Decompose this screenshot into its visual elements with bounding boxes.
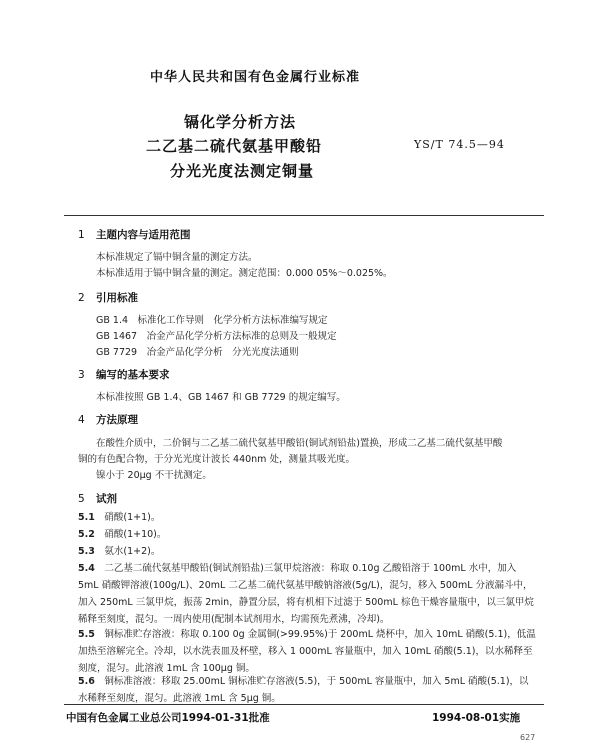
title-line-3: 分光光度法测定铜量 [170,162,315,180]
clause-5-5 [78,626,538,677]
clause-5-6 [78,673,538,707]
title-line-2: 二乙基二硫代氨基甲酸铅 [146,137,323,155]
section-4-title: 方法原理 [96,414,138,426]
clause-5-2 [78,526,538,543]
section-4-number: 4 [78,414,85,426]
section-2-line-1: GB 1.4 标准化工作导则 化学分析方法标准编写规定 [96,315,328,326]
effective-date: 1994-08-01实施 [432,712,521,724]
clause-text: 铜标准贮存溶液：称取 0.100 0g 金属铜(>99.95%)于 200mL 烧杯中，加入 10mL 硝酸(5.1)，低温加热至溶解完全。冷却，以水洗表皿及杯壁，移入 1 000mL 容量瓶中，加入 10mL 硝酸(5.1)，以水稀释至刻度，混匀。此溶液 1mL 含 100μg 铜。 [78,629,536,674]
section-2-line-2: GB 1467 冶金产品化学分析方法标准的总则及一般规定 [96,331,337,342]
footer-divider [64,704,544,705]
clause-number: 5.2 [78,529,95,540]
section-3-title: 编写的基本要求 [96,369,170,381]
section-1-heading [78,227,191,242]
section-1-title: 主题内容与适用范围 [96,229,191,241]
section-3-line-1: 本标准按照 GB 1.4、GB 1467 和 GB 7729 的规定编写。 [96,392,346,403]
clause-5-1 [78,509,538,526]
standard-number: YS/T 74.5—94 [414,138,505,151]
clause-text: 硝酸(1+1)。 [104,512,161,523]
section-2-heading [78,290,138,305]
clause-5-3 [78,543,538,560]
section-5-title: 试剂 [96,493,117,505]
section-4-line-2: 铜的有色配合物，于分光光度计波长 440nm 处，测量其吸光度。 [78,454,355,465]
industry-standard-title: 中华人民共和国有色金属行业标准 [150,70,361,85]
clause-number: 5.3 [78,546,95,557]
title-line-1: 镉化学分析方法 [184,113,297,131]
approval-line: 中国有色金属工业总公司1994-01-31批准 [66,712,270,724]
page-number: 627 [520,733,536,742]
section-2-title: 引用标准 [96,292,138,304]
clause-number: 5.5 [78,629,95,640]
section-5-heading [78,491,117,506]
section-1-number: 1 [78,229,85,241]
section-1-line-2: 本标准适用于镉中铜含量的测定。测定范围：0.000 05%～0.025%。 [96,268,393,279]
clause-text: 铜标准溶液：移取 25.00mL 铜标准贮存溶液(5.5)，于 500mL 容量瓶中，加入 5mL 硝酸(5.1)，以水稀释至刻度，混匀。此溶液 1mL 含 5μg 铜。 [78,676,529,704]
header-divider [64,215,544,216]
clause-text: 硝酸(1+10)。 [104,529,167,540]
section-3-number: 3 [78,369,85,381]
section-4-line-3: 镍小于 20μg 不干扰测定。 [96,470,212,481]
clause-text: 二乙基二硫代氨基甲酸铅(铜试剂铅盐)三氯甲烷溶液：称取 0.10g 乙酸铅溶于 100mL 水中，加入 5mL 硝酸钾溶液(100g/L)、20mL 二乙基二硫代氨基甲酸钠溶液(5g/L)，混匀，移入 500mL 分液漏斗中，加入 250mL 三氯甲烷，振荡 2min，静置分层，将有机相下过滤于 500mL 棕色干燥容量瓶中，以三氯甲烷稀释至刻度，混匀。一周内使用(配制本试剂用水，均需预先煮沸，冷却)。 [78,563,534,625]
section-5-number: 5 [78,493,85,505]
section-3-heading [78,367,170,382]
section-2-line-3: GB 7729 冶金产品化学分析 分光光度法通则 [96,347,299,358]
section-4-line-1: 在酸性介质中，二价铜与二乙基二硫代氨基甲酸铅(铜试剂铅盐)置换，形成二乙基二硫代氨基甲酸 [96,438,503,449]
clause-number: 5.4 [78,563,95,574]
clause-number: 5.6 [78,676,95,687]
section-2-number: 2 [78,292,85,304]
section-1-line-1: 本标准规定了镉中铜含量的测定方法。 [96,252,258,263]
clause-5-4 [78,560,538,628]
clause-number: 5.1 [78,512,95,523]
section-4-heading [78,412,138,427]
clause-text: 氨水(1+2)。 [104,546,161,557]
